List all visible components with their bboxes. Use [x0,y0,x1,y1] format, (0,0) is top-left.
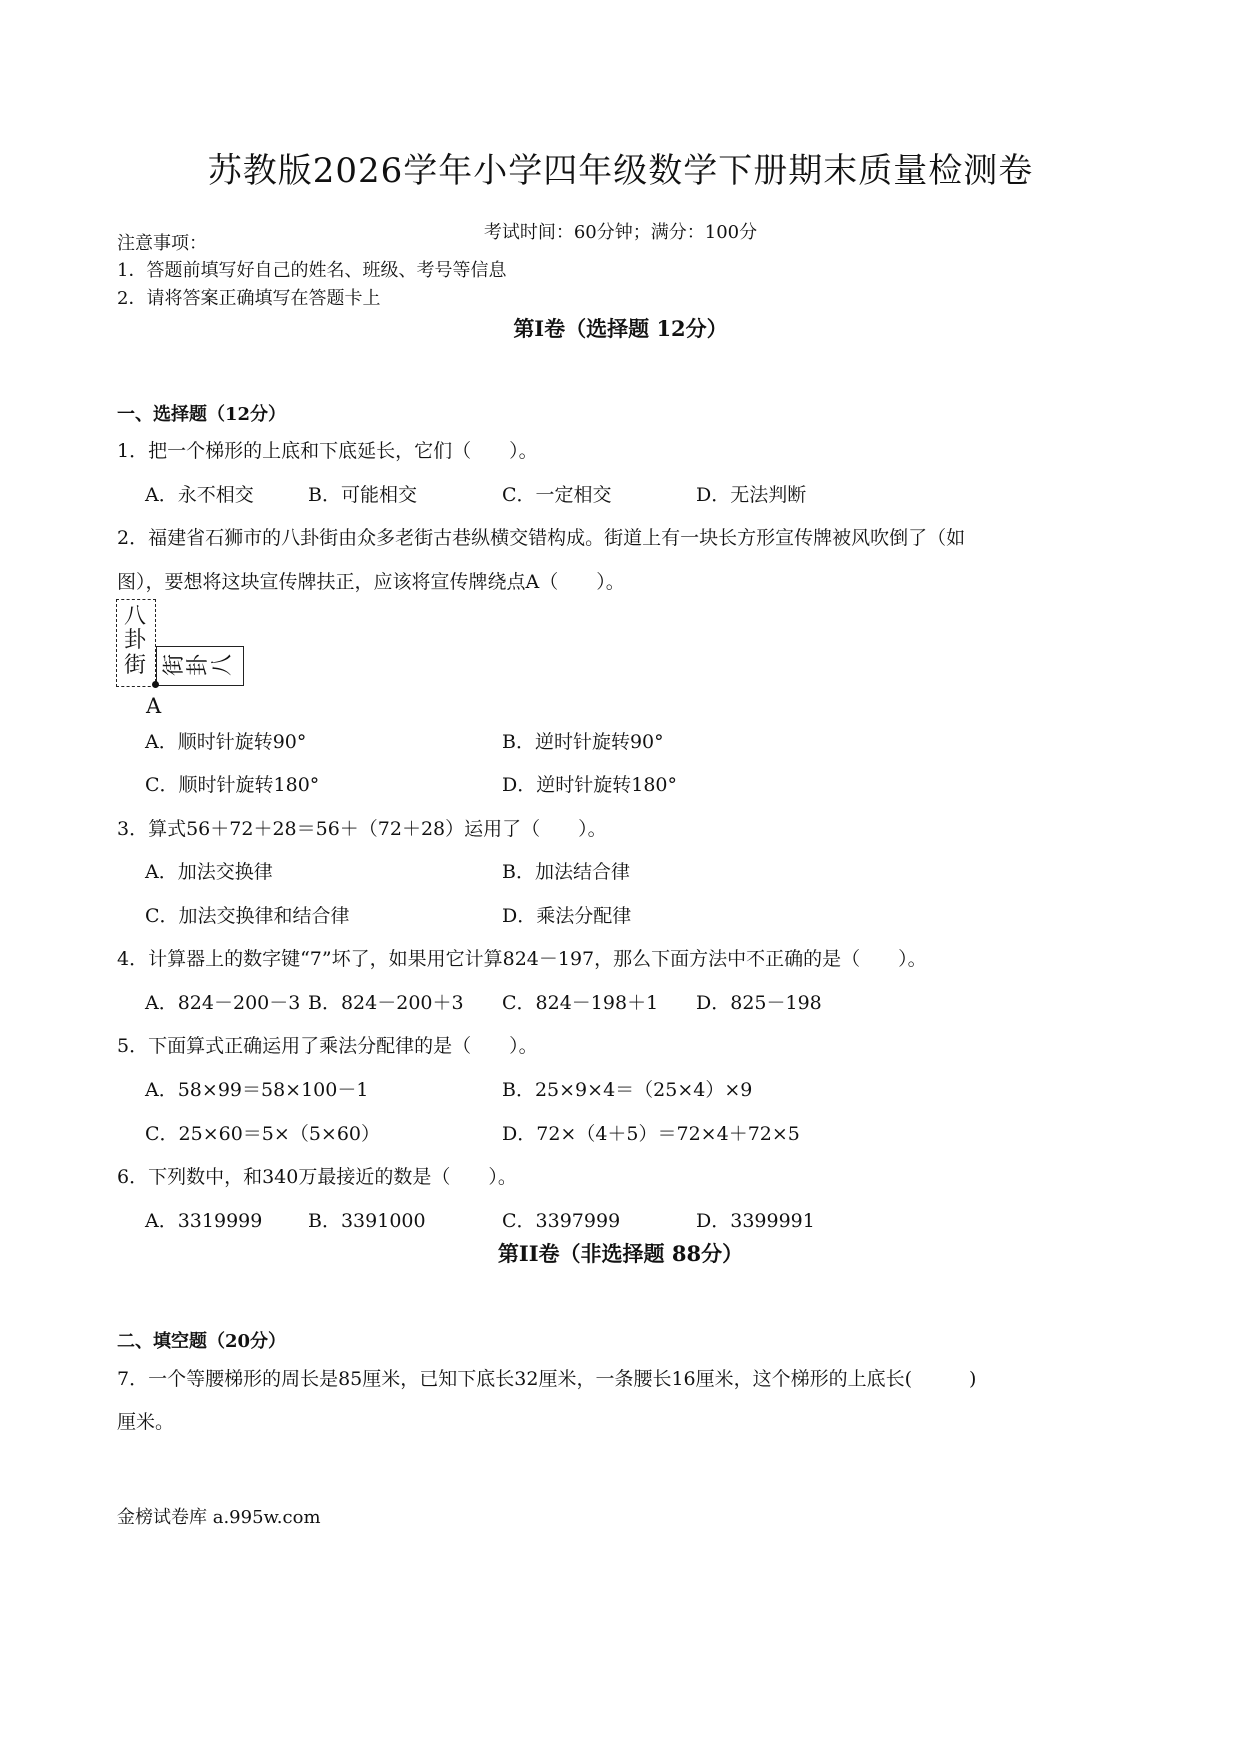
sign-char: 街 [124,653,147,678]
option: B．可能相交 [308,484,417,506]
option: A．824－200－3 [145,992,301,1014]
sign-char-rotated: 街 [162,653,188,677]
page-title: 苏教版2026学年小学四年级数学下册期末质量检测卷 [207,151,1034,191]
question-stem: 2．福建省石狮市的八卦街由众多老街古巷纵横交错构成。街道上有一块长方形宣传牌被风吹倒了（如 [117,527,966,549]
option: C．加法交换律和结合律 [145,905,350,927]
notes-heading: 注意事项： [117,233,207,254]
question-stem: 3．算式56＋72＋28＝56＋（72＋28）运用了（ ）。 [117,818,607,840]
sign-char: 八 [124,604,147,629]
option: C．25×60＝5×（5×60） [145,1123,381,1145]
question-stem: 5．下面算式正确运用了乘法分配律的是（ ）。 [117,1035,538,1057]
question-stem: 厘米。 [117,1411,175,1433]
exam-info: 考试时间：60分钟；满分：100分 [483,222,758,243]
option: A．58×99＝58×100－1 [145,1079,369,1101]
sign-char: 卦 [124,628,147,653]
pivot-point [152,681,159,688]
question-stem: 图），要想将这块宣传牌扶正，应该将宣传牌绕点A（ ）。 [117,571,625,593]
option: D．3399991 [696,1210,815,1232]
option: A．顺时针旋转90° [145,731,307,753]
option: B．25×9×4＝（25×4）×9 [502,1079,753,1101]
section-heading: 二、填空题（20分） [117,1331,287,1352]
option: D．乘法分配律 [502,905,632,927]
question-stem: 6．下列数中，和340万最接近的数是（ ）。 [117,1166,517,1188]
option: D．72×（4＋5）＝72×4＋72×5 [502,1123,800,1145]
point-label: A [146,694,162,718]
option: B．824－200＋3 [308,992,464,1014]
option: C．824－198＋1 [502,992,659,1014]
section-heading: 一、选择题（12分） [117,404,287,425]
question-stem: 1．把一个梯形的上底和下底延长，它们（ ）。 [117,440,538,462]
option: D．无法判断 [696,484,807,506]
option: C．一定相交 [502,484,612,506]
footer-text: 金榜试卷库 a.995w.com [117,1507,321,1528]
note-item: 2．请将答案正确填写在答题卡上 [117,288,381,309]
option: B．3391000 [308,1210,426,1232]
option: C．顺时针旋转180° [145,774,320,796]
volume-heading: 第I卷（选择题 12分） [513,316,728,341]
option: C．3397999 [502,1210,621,1232]
question-stem: 4．计算器上的数字键“7”坏了，如果用它计算824－197，那么下面方法中不正确的是（ ）。 [117,948,927,970]
option: D．825－198 [696,992,822,1014]
option: B．逆时针旋转90° [502,731,664,753]
option: A．加法交换律 [145,861,273,883]
option: A．3319999 [145,1210,263,1232]
sign-char-rotated: 八 [210,653,236,677]
question-stem: 7．一个等腰梯形的周长是85厘米，已知下底长32厘米，一条腰长16厘米，这个梯形的上底长( ) [117,1368,977,1390]
sign-char-rotated: 卦 [186,653,212,677]
option: D．逆时针旋转180° [502,774,677,796]
option: A．永不相交 [145,484,254,506]
volume-heading: 第II卷（非选择题 88分） [497,1241,744,1266]
option: B．加法结合律 [502,861,630,883]
note-item: 1．答题前填写好自己的姓名、班级、考号等信息 [117,260,507,281]
